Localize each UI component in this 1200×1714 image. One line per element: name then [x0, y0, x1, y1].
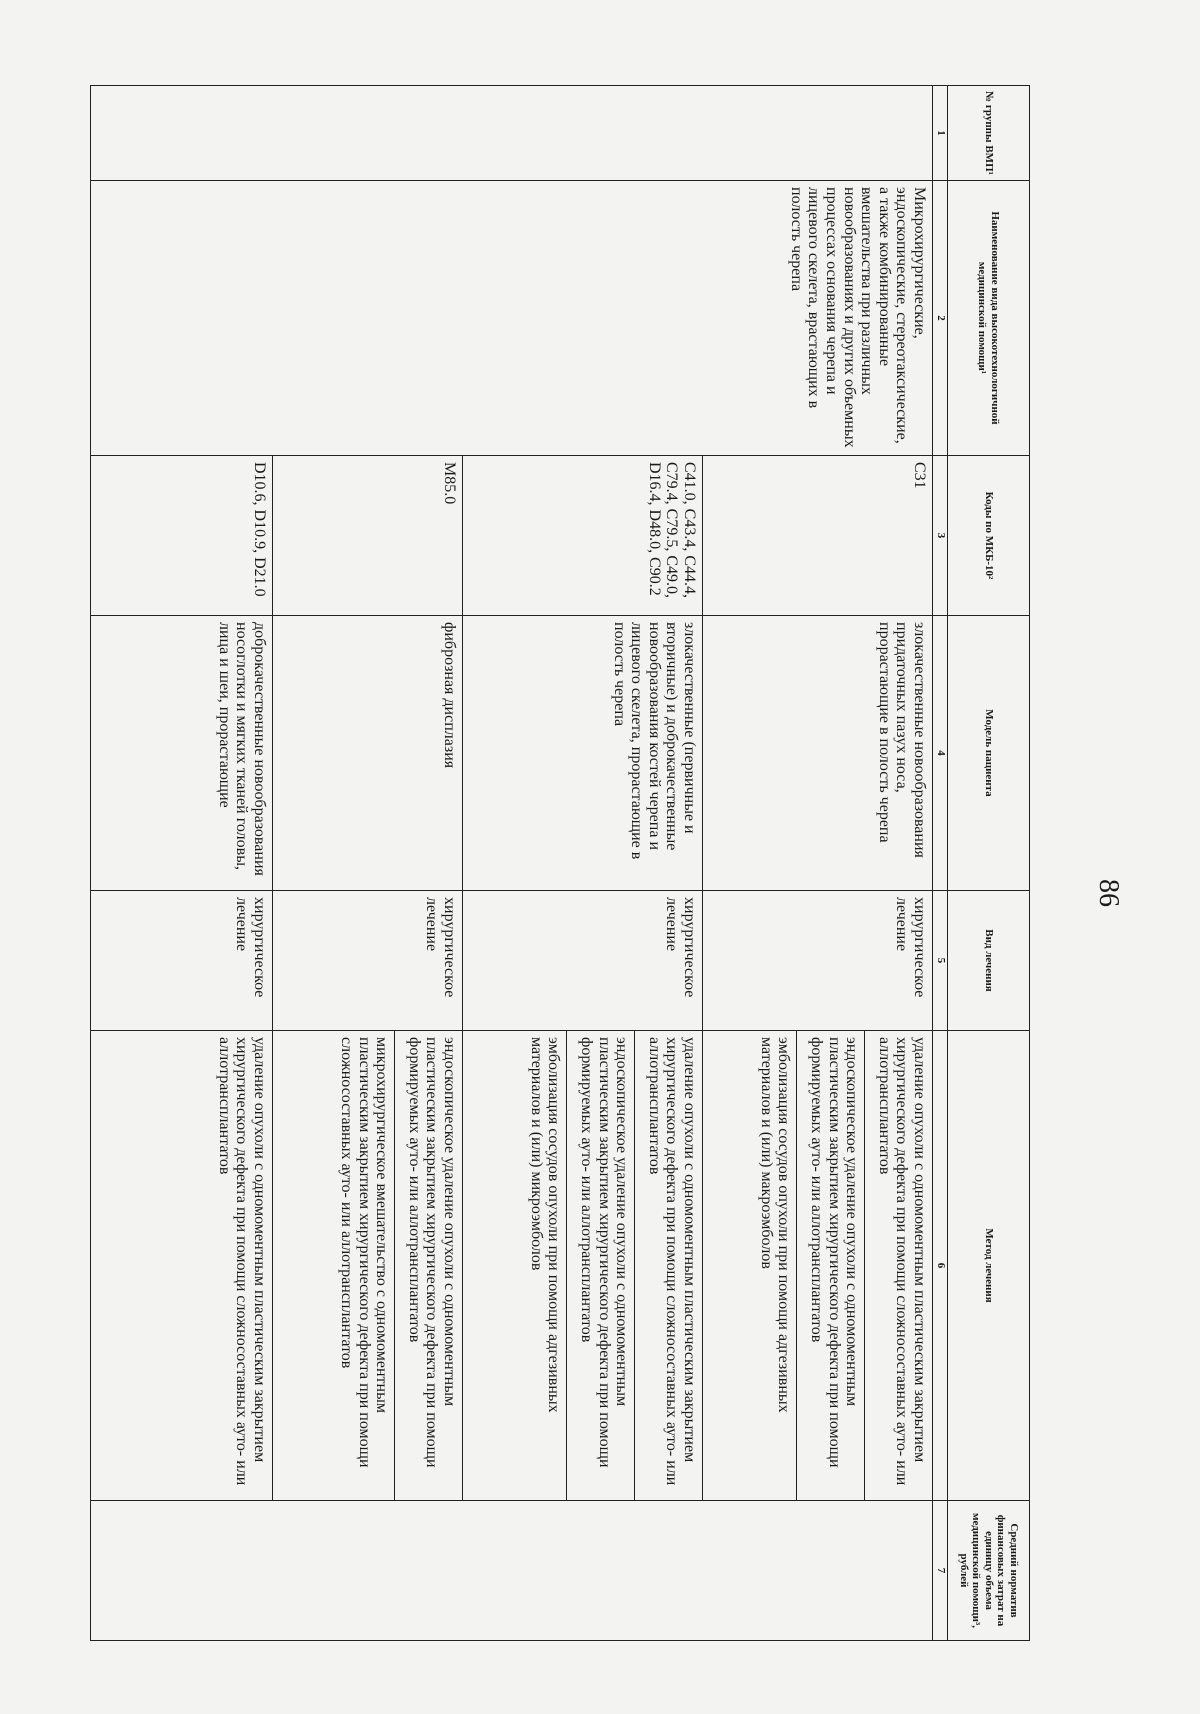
patient-model-cell: доброкачественные новообразования носоглотки и мягких тканей головы, лица и шеи, прорастающие — [91, 616, 273, 891]
treatment-type-cell: хирургическое лечение — [703, 891, 933, 1031]
group-number-cell — [463, 86, 703, 181]
method-text: эмболизация сосудов опухоли при помощи адгезивных материалов и (или) микроэмболов — [527, 1037, 563, 1413]
column-number: 5 — [933, 891, 948, 1031]
patient-model-cell: фиброзная дисплазия — [273, 616, 463, 891]
method-text: эмболизация сосудов опухоли при помощи адгезивных материалов и (или) макроэмболов — [757, 1037, 793, 1413]
treatment-type-cell: хирургическое лечение — [273, 891, 463, 1031]
icd-codes-cell: D10.6, D10.9, D21.0 — [91, 456, 273, 616]
column-number: 2 — [933, 181, 948, 456]
column-number: 3 — [933, 456, 948, 616]
icd-codes-cell: M85.0 — [273, 456, 463, 616]
method-text: удаление опухоли с одномоментным пластическим закрытием хирургического дефекта при помощи сложносоставных ауто- или аллотрансплантатов — [875, 1037, 928, 1486]
group-number-cell — [273, 86, 463, 181]
table-row — [273, 86, 463, 1641]
vmp-table — [90, 85, 1030, 1641]
rotated-table-wrapper — [90, 85, 1030, 1640]
divider — [394, 1031, 395, 1500]
header-cost: Средний норматив финансовых затрат на единицу объема медицинской помощи³, рублей — [948, 1501, 1030, 1641]
cost-cell — [463, 1501, 703, 1641]
column-number: 1 — [933, 86, 948, 181]
table-row — [91, 86, 273, 1641]
header-group-number: № группы ВМП¹ — [948, 86, 1030, 181]
method-text: микрохирургическое вмешательство с одномоментным пластическим закрытием хирургического дефекта при помощи сложносоставных ауто- или аллотрансплантатов — [338, 1037, 391, 1468]
treatment-method-cell — [703, 1031, 933, 1501]
group-name-cell: Микрохирургические, эндоскопические, стереотаксические, а также комбинированные вмешательства при различных новообразованиях и других объемных процессах основания черепа и лицевого скелета, врастающих в полость черепа — [703, 181, 933, 456]
cost-cell — [91, 1501, 273, 1641]
cost-cell — [703, 1501, 933, 1641]
treatment-method-cell — [463, 1031, 703, 1501]
icd-codes-cell: C31 — [703, 456, 933, 616]
divider — [864, 1031, 865, 1500]
divider — [634, 1031, 635, 1500]
cost-cell — [273, 1501, 463, 1641]
divider — [566, 1031, 567, 1500]
group-name-cell — [91, 181, 273, 456]
method-text: удаление опухоли с одномоментным пластическим закрытием хирургического дефекта при помощи сложносоставных ауто- или аллотрансплантатов — [215, 1037, 268, 1486]
header-treatment-type: Вид лечения — [948, 891, 1030, 1031]
header-treatment-method: Метод лечения — [948, 1031, 1030, 1501]
patient-model-cell: злокачественные (первичные и вторичные) и доброкачественные новообразования костей черепа и лицевого скелета, прорастающие в полость черепа — [463, 616, 703, 891]
page-number: 86 — [1093, 879, 1124, 907]
icd-codes-cell: C41.0, C43.4, C44.4, C79.4, C79.5, C49.0, D16.4, D48.0, C90.2 — [463, 456, 703, 616]
treatment-type-cell: хирургическое лечение — [463, 891, 703, 1031]
treatment-type-cell: хирургическое лечение — [91, 891, 273, 1031]
column-number: 6 — [933, 1031, 948, 1501]
treatment-method-cell — [273, 1031, 463, 1501]
table-row — [463, 86, 703, 1641]
patient-model-cell: злокачественные новообразования придаточных пазух носа, прорастающие в полость черепа — [703, 616, 933, 891]
header-row — [948, 86, 1030, 1641]
header-vmp-name: Наименование вида высокотехнологичной медицинской помощи¹ — [948, 181, 1030, 456]
method-text: удаление опухоли с одномоментным пластическим закрытием хирургического дефекта при помощи сложносоставных ауто- или аллотрансплантатов — [645, 1037, 698, 1486]
column-number: 4 — [933, 616, 948, 891]
group-name-cell — [273, 181, 463, 456]
header-patient-model: Модель пациента — [948, 616, 1030, 891]
column-number: 7 — [933, 1501, 948, 1641]
treatment-method-cell — [91, 1031, 273, 1501]
table-row — [703, 86, 933, 1641]
method-text: эндоскопическое удаление опухоли с одномоментным пластическим закрытием хирургического дефекта при помощи формируемых ауто- или аллотрансплантатов — [578, 1037, 631, 1468]
column-number-row — [933, 86, 948, 1641]
method-text: эндоскопическое удаление опухоли с одномоментным пластическим закрытием хирургического дефекта при помощи формируемых ауто- или аллотрансплантатов — [808, 1037, 861, 1468]
group-name-cell — [463, 181, 703, 456]
group-number-cell — [91, 86, 273, 181]
method-text: эндоскопическое удаление опухоли с одномоментным пластическим закрытием хирургического дефекта при помощи формируемых ауто- или аллотрансплантатов — [405, 1037, 458, 1468]
divider — [796, 1031, 797, 1500]
group-number-cell — [703, 86, 933, 181]
header-icd-codes: Коды по МКБ-10² — [948, 456, 1030, 616]
